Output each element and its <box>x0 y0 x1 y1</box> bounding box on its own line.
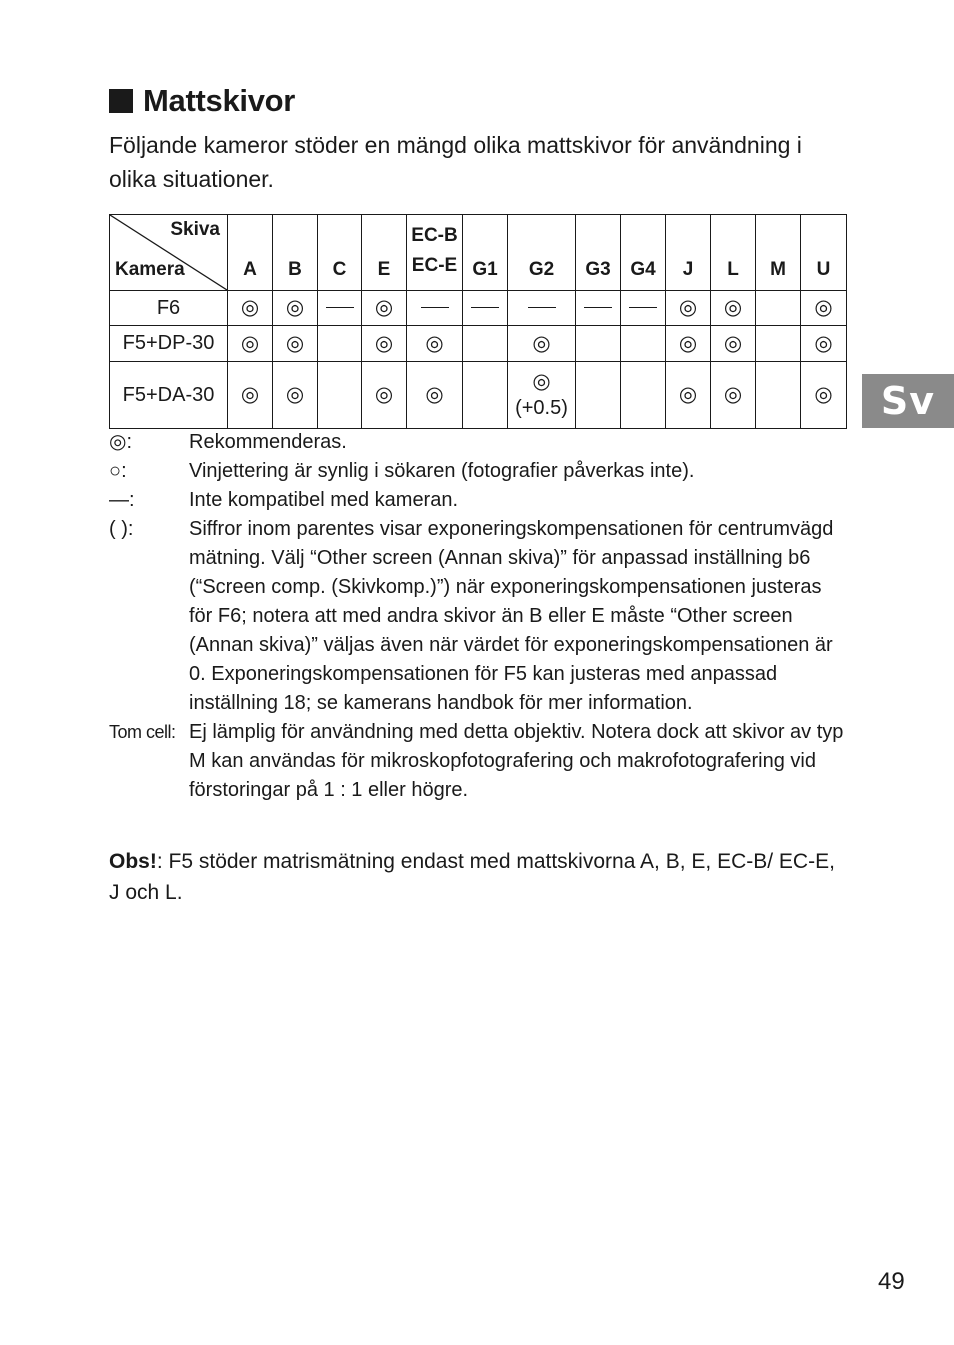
column-header: B <box>273 215 318 291</box>
column-header: G4 <box>621 215 666 291</box>
legend-symbol: ○: <box>109 460 127 482</box>
section-heading <box>109 83 295 119</box>
recommended-icon: ◎ <box>678 296 698 319</box>
recommended-icon: ◎ <box>374 296 394 319</box>
table-cell <box>463 291 508 326</box>
table-cell <box>666 326 711 362</box>
recommended-icon: ◎ <box>374 331 394 355</box>
table-cell <box>576 362 621 429</box>
column-header: G3 <box>576 215 621 291</box>
camera-name: F5+DP-30 <box>110 326 228 362</box>
dash-symbol <box>326 307 354 308</box>
recommended-icon: ◎ <box>723 383 743 406</box>
table-cell <box>756 291 801 326</box>
table-cell <box>407 291 463 326</box>
table-cell <box>463 326 508 362</box>
column-header: E <box>362 215 407 291</box>
note-label: Obs! <box>109 850 157 873</box>
table-cell <box>576 326 621 362</box>
legend <box>109 428 849 805</box>
recommended-icon: ◎ <box>240 296 260 319</box>
note-paragraph <box>109 846 849 908</box>
table-cell <box>666 291 711 326</box>
table-cell <box>362 362 407 429</box>
legend-text: Siffror inom parentes visar exponeringskompensationen för centrumvägd mätning. Välj “Other screen (Annan skiva)” för anpassad inställning b6 (“Screen comp. (Skivkomp.)”) när exponeringskompensationen justeras för F6; notera att med andra skivor än B eller E måste “Other screen (Annan skiva)” väljas även när värdet för exponeringskompensationen är 0. Exponeringskompensationen för F5 kan justeras med anpassad inställning 18; se kamerans handbok för mer information. <box>189 518 834 714</box>
page-title: Mattskivor <box>143 83 296 118</box>
legend-symbol: Tom cell: <box>109 722 176 742</box>
table-cell <box>756 326 801 362</box>
dash-symbol <box>584 307 612 308</box>
recommended-icon: ◎ <box>425 383 444 406</box>
table-cell <box>621 362 666 429</box>
column-header: L <box>711 215 756 291</box>
recommended-icon: ◎ <box>240 331 260 355</box>
legend-text: Rekommenderas. <box>189 431 347 453</box>
recommended-icon: ◎ <box>374 383 394 406</box>
recommended-icon: ◎ <box>723 331 743 355</box>
table-cell <box>407 326 463 362</box>
focusing-screen-table <box>109 214 847 429</box>
legend-item <box>109 428 849 457</box>
table-cell <box>318 326 362 362</box>
table-cell <box>228 291 273 326</box>
camera-name: F6 <box>110 291 228 326</box>
recommended-icon: ◎ <box>814 331 833 355</box>
table-cell <box>463 362 508 429</box>
legend-text: Ej lämplig för användning med detta objektiv. Notera dock att skivor av typ M kan användas för mikroskopfotografering och makrofotografering vid förstoringar på 1 : 1 eller högre. <box>189 721 844 801</box>
legend-item <box>109 486 849 515</box>
table-cell <box>273 326 318 362</box>
recommended-icon: ◎ <box>425 331 444 355</box>
table-cell <box>508 362 576 429</box>
legend-text: Vinjettering är synlig i sökaren (fotografier påverkas inte). <box>189 460 695 482</box>
camera-name: F5+DA-30 <box>110 362 228 429</box>
recommended-icon: ◎ <box>678 331 698 355</box>
page-number: 49 <box>878 1268 905 1295</box>
table-cell <box>318 291 362 326</box>
recommended-icon: ◎ <box>678 383 698 406</box>
table-cell <box>362 326 407 362</box>
dash-symbol <box>471 307 499 308</box>
recommended-icon: ◎ <box>723 296 743 319</box>
intro-text: Följande kameror stöder en mängd olika mattskivor för användning i olika situationer. <box>109 132 802 192</box>
table-cell <box>273 291 318 326</box>
table-cell <box>801 326 847 362</box>
column-header-ece: EC-E <box>411 255 458 276</box>
legend-item <box>109 515 849 718</box>
table-cell <box>621 291 666 326</box>
legend-item <box>109 718 849 805</box>
table-cell <box>666 362 711 429</box>
recommended-icon: ◎ <box>285 331 305 355</box>
compensation-value: (+0.5) <box>515 396 568 419</box>
table-cell <box>711 362 756 429</box>
corner-label-kamera: Kamera <box>115 259 185 280</box>
dash-symbol <box>528 307 556 308</box>
corner-label-skiva: Skiva <box>170 219 220 240</box>
recommended-icon: ◎ <box>285 296 305 319</box>
legend-symbol: ◎: <box>109 431 133 453</box>
table-cell <box>711 326 756 362</box>
column-header-ecb: EC-B <box>411 225 458 246</box>
table-cell <box>801 291 847 326</box>
table-cell <box>756 362 801 429</box>
table-cell <box>711 291 756 326</box>
recommended-icon: ◎ <box>532 331 551 355</box>
recommended-icon: ◎ <box>240 383 260 406</box>
table-cell <box>621 326 666 362</box>
table-cell <box>228 362 273 429</box>
column-header-ecb-ece <box>407 215 463 291</box>
table-cell <box>508 326 576 362</box>
table-cell <box>407 362 463 429</box>
column-header: U <box>801 215 847 291</box>
legend-item <box>109 457 849 486</box>
table-cell <box>273 362 318 429</box>
note-text: : F5 stöder matrismätning endast med mattskivorna A, B, E, EC-B/ EC-E, J och L. <box>109 850 835 904</box>
table-cell <box>508 291 576 326</box>
heading-square-icon <box>109 89 133 113</box>
language-tab: Sv <box>862 374 954 428</box>
dash-symbol <box>629 307 657 308</box>
column-header: A <box>228 215 273 291</box>
table-cell <box>362 291 407 326</box>
table-cell <box>576 291 621 326</box>
column-header: M <box>756 215 801 291</box>
legend-text: Inte kompatibel med kameran. <box>189 489 459 511</box>
table-cell <box>228 326 273 362</box>
legend-symbol: —: <box>109 489 135 511</box>
recommended-icon: ◎ <box>285 383 305 406</box>
column-header: G1 <box>463 215 508 291</box>
table-row <box>110 362 847 429</box>
recommended-icon: ◎ <box>532 369 551 393</box>
column-header: J <box>666 215 711 291</box>
dash-symbol <box>421 307 449 308</box>
table-row <box>110 291 847 326</box>
column-header: C <box>318 215 362 291</box>
column-header: G2 <box>508 215 576 291</box>
table-cell <box>801 362 847 429</box>
table-corner-cell <box>110 215 228 291</box>
recommended-icon: ◎ <box>814 296 833 319</box>
table-cell <box>318 362 362 429</box>
table-header-row <box>110 215 847 291</box>
legend-symbol: ( ): <box>109 518 134 540</box>
table-row <box>110 326 847 362</box>
recommended-icon: ◎ <box>814 383 833 406</box>
